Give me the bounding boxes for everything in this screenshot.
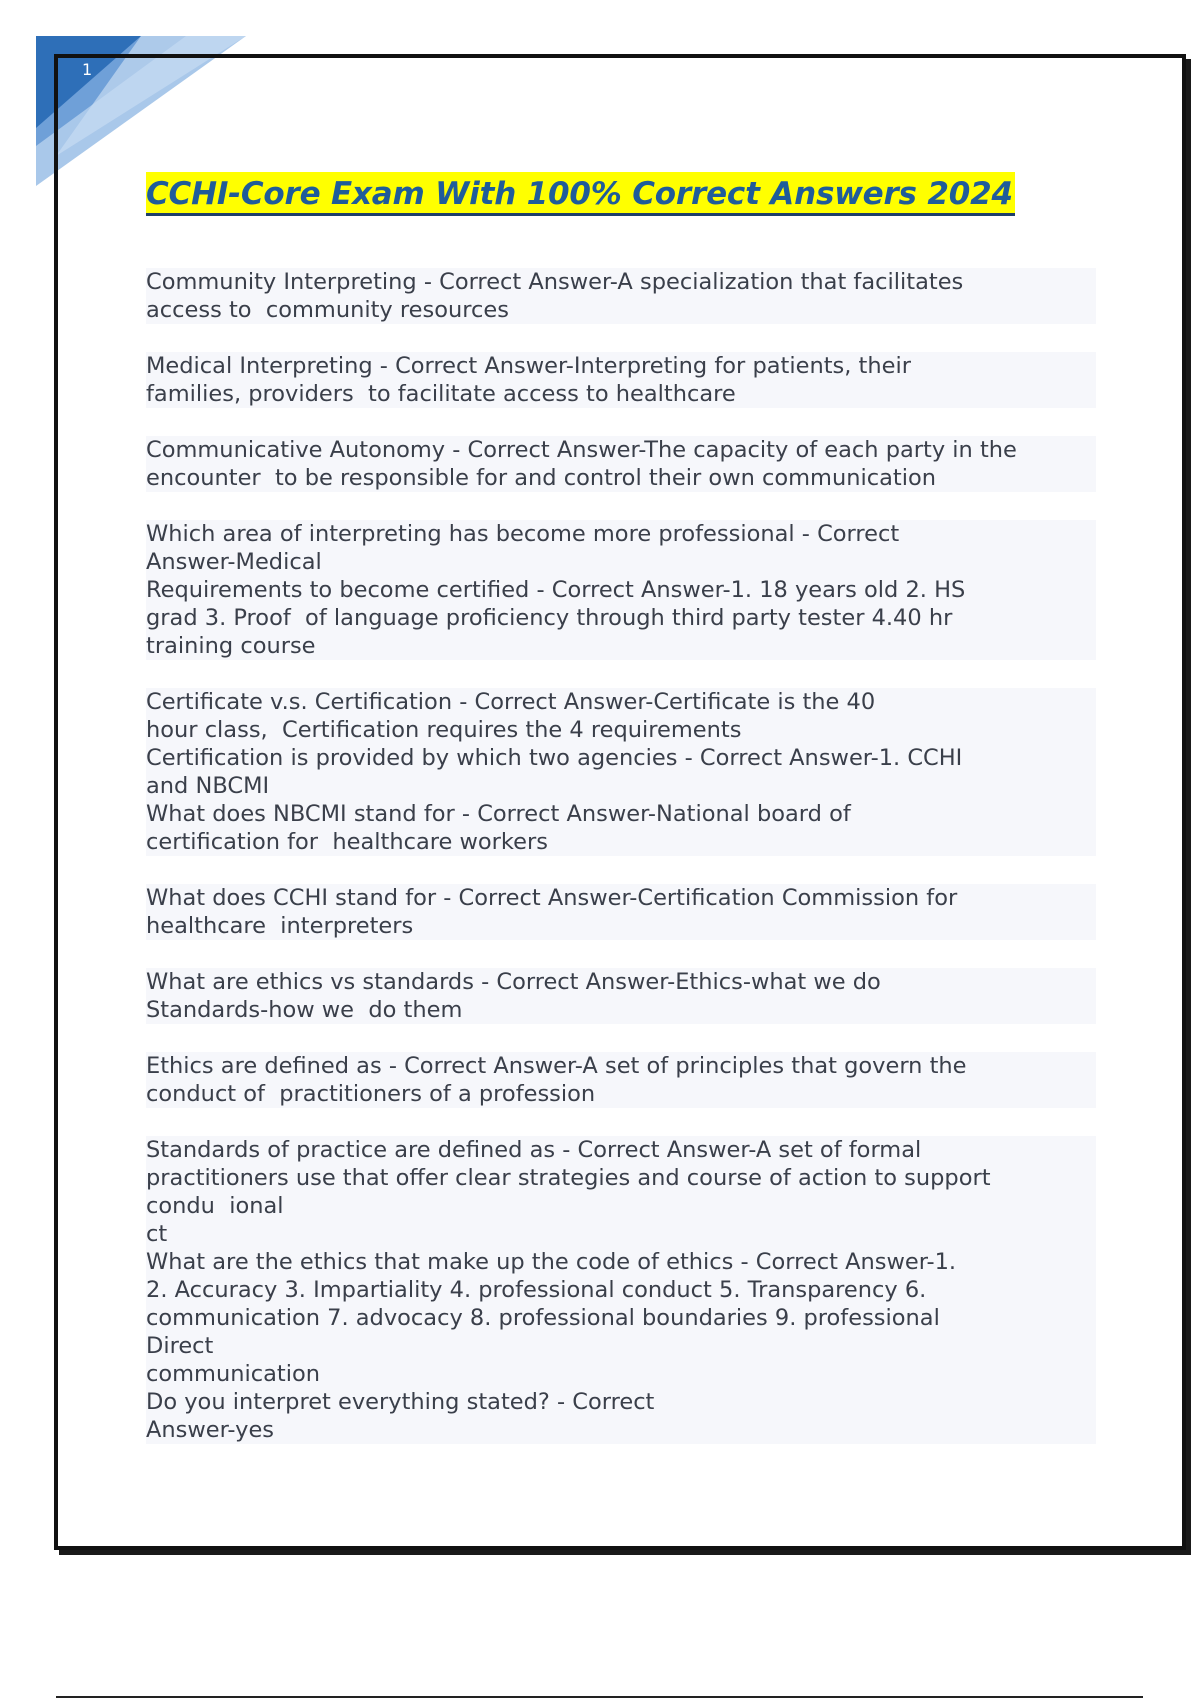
qa-entry: Community Interpreting - Correct Answer-A specialization that facilitates access to community resources xyxy=(146,268,1096,324)
document-title: CCHI-Core Exam With 100% Correct Answers 2024 xyxy=(146,172,1015,216)
footer-rule xyxy=(56,1696,1143,1698)
qa-entry: Communicative Autonomy - Correct Answer-The capacity of each party in the encounter to be responsible for and control their own communication xyxy=(146,436,1096,492)
qa-entry: Standards of practice are defined as - Correct Answer-A set of formal practitioners use that offer clear strategies and course of action to support condu ional ct xyxy=(146,1136,1096,1248)
qa-entry: Certificate v.s. Certification - Correct Answer-Certificate is the 40 hour class, Certification requires the 4 requirements xyxy=(146,688,1096,744)
qa-list xyxy=(146,268,1096,1444)
qa-entry: What are ethics vs standards - Correct Answer-Ethics-what we do Standards-how we do them xyxy=(146,968,1096,1024)
qa-entry: Ethics are defined as - Correct Answer-A set of principles that govern the conduct of practitioners of a profession xyxy=(146,1052,1096,1108)
qa-entry: Certification is provided by which two agencies - Correct Answer-1. CCHI and NBCMI xyxy=(146,744,1096,800)
qa-entry: What does CCHI stand for - Correct Answer-Certification Commission for healthcare interpreters xyxy=(146,884,1096,940)
qa-entry: What are the ethics that make up the code of ethics - Correct Answer-1. 2. Accuracy 3. Impartiality 4. professional conduct 5. Transparency 6. communication 7. advocacy 8. professional boundaries 9. professional Direct communication xyxy=(146,1248,1096,1388)
page-number: 1 xyxy=(82,60,93,79)
qa-entry: Do you interpret everything stated? - Correct Answer-yes xyxy=(146,1388,1096,1444)
qa-entry: Medical Interpreting - Correct Answer-Interpreting for patients, their families, providers to facilitate access to healthcare xyxy=(146,352,1096,408)
qa-entry: Which area of interpreting has become more professional - Correct Answer-Medical xyxy=(146,520,1096,576)
qa-entry: Requirements to become certified - Correct Answer-1. 18 years old 2. HS grad 3. Proof of language proficiency through third party tester 4.40 hr training course xyxy=(146,576,1096,660)
qa-entry: What does NBCMI stand for - Correct Answer-National board of certification for healthcare workers xyxy=(146,800,1096,856)
